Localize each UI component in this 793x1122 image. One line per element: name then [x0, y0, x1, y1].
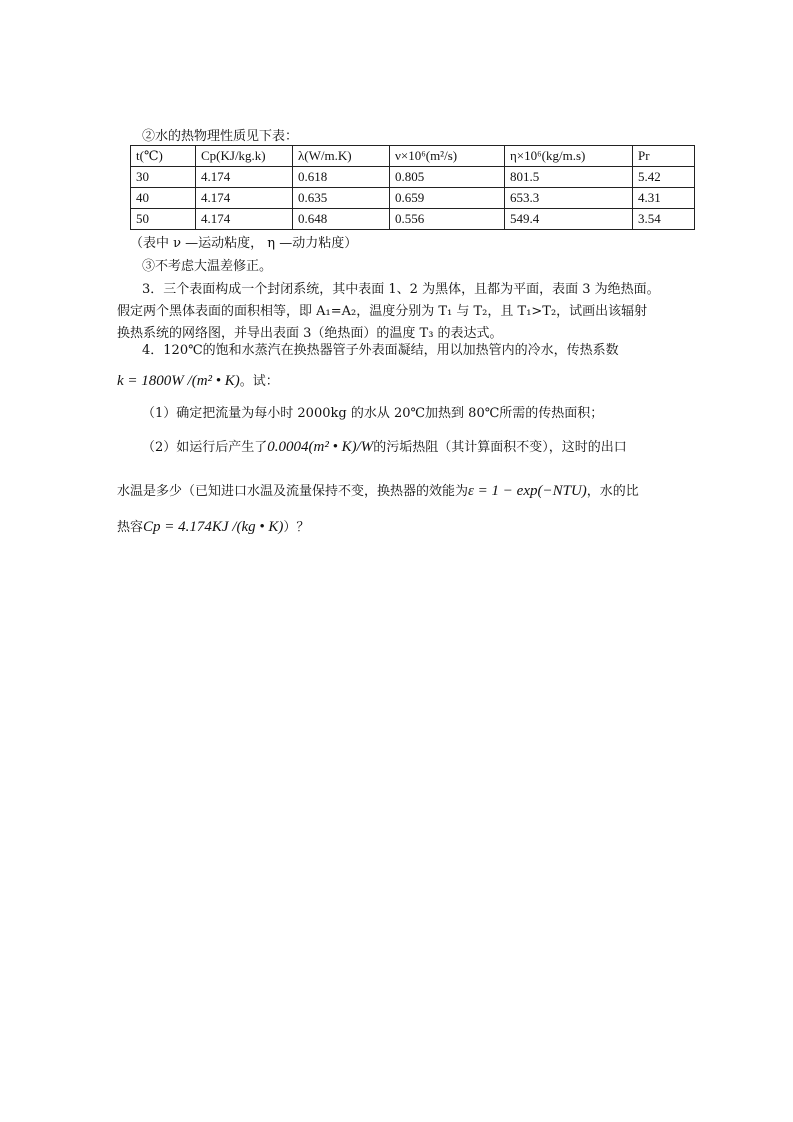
table-cell: 4.174 — [196, 167, 293, 188]
header-cell: t(℃) — [131, 146, 196, 167]
table-cell: 4.174 — [196, 209, 293, 230]
line-b-suffix: ，水的比 — [586, 484, 639, 499]
sub2-prefix: （2）如运行后产生了 — [142, 440, 268, 455]
table-row — [131, 167, 695, 188]
table-cell: 4.174 — [196, 188, 293, 209]
table-cell: 0.805 — [390, 167, 505, 188]
sub2-suffix: 的污垢热阻（其计算面积不变），这时的出口 — [373, 440, 627, 455]
question-3-line-2: 假定两个黑体表面的面积相等，即 A₁=A₂，温度分别为 T₁ 与 T₂，且 T₁>T₂，试画出该辐射 — [117, 304, 648, 319]
water-properties-table — [130, 145, 695, 230]
table-row — [131, 188, 695, 209]
specific-heat-formula: Cp = 4.174KJ /(kg • K) — [143, 519, 284, 535]
question-3-line-3: 换热系统的网络图，并导出表面 3（绝热面）的温度 T₃ 的表达式。 — [117, 326, 503, 341]
table-cell: 0.618 — [293, 167, 390, 188]
table-note: （表中 ν —运动粘度， η —动力粘度） — [130, 236, 358, 251]
header-cell: η×10⁶(kg/m.s) — [505, 146, 633, 167]
table-cell: 653.3 — [505, 188, 633, 209]
table-cell: 4.31 — [633, 188, 695, 209]
table-cell: 0.635 — [293, 188, 390, 209]
question-3-line-1: 3．三个表面构成一个封闭系统，其中表面 1、2 为黑体，且都为平面，表面 3 为绝热面。 — [142, 282, 660, 297]
line-c-suffix: ）？ — [283, 520, 310, 535]
header-cell: Pr — [633, 146, 695, 167]
question-4-line-c — [117, 518, 309, 537]
table-cell: 0.648 — [293, 209, 390, 230]
table-cell: 30 — [131, 167, 196, 188]
item-3: ③不考虑大温差修正。 — [142, 259, 273, 274]
table-intro: ②水的热物理性质见下表： — [142, 129, 299, 144]
header-cell: Cp(KJ/kg.k) — [196, 146, 293, 167]
question-4-line-b — [117, 482, 639, 501]
table-cell: 5.42 — [633, 167, 695, 188]
table-cell: 549.4 — [505, 209, 633, 230]
fouling-resistance-formula: 0.0004(m² • K)/W — [267, 439, 374, 455]
table-cell: 3.54 — [633, 209, 695, 230]
table-cell: 40 — [131, 188, 196, 209]
table-cell: 0.556 — [390, 209, 505, 230]
question-4-sub-2 — [142, 438, 627, 457]
table-cell: 0.659 — [390, 188, 505, 209]
question-4-k-line — [117, 372, 279, 391]
table-row — [131, 209, 695, 230]
effectiveness-formula: ε = 1 − exp(−NTU) — [468, 483, 587, 499]
table-cell: 801.5 — [505, 167, 633, 188]
line-c-prefix: 热容 — [117, 520, 144, 535]
header-cell: λ(W/m.K) — [293, 146, 390, 167]
k-suffix: 。试： — [239, 374, 279, 389]
question-4-sub-1: （1）确定把流量为每小时 2000kg 的水从 20℃加热到 80℃所需的传热面积； — [142, 406, 604, 421]
table-cell: 50 — [131, 209, 196, 230]
table-header-row — [131, 146, 695, 167]
line-b-prefix: 水温是多少（已知进口水温及流量保持不变，换热器的效能为 — [117, 484, 469, 499]
heat-transfer-coefficient-formula: k = 1800W /(m² • K) — [117, 373, 240, 389]
question-4-line-1: 4．120℃的饱和水蒸汽在换热器管子外表面凝结，用以加热管内的冷水，传热系数 — [142, 343, 619, 358]
header-cell: ν×10⁶(m²/s) — [390, 146, 505, 167]
